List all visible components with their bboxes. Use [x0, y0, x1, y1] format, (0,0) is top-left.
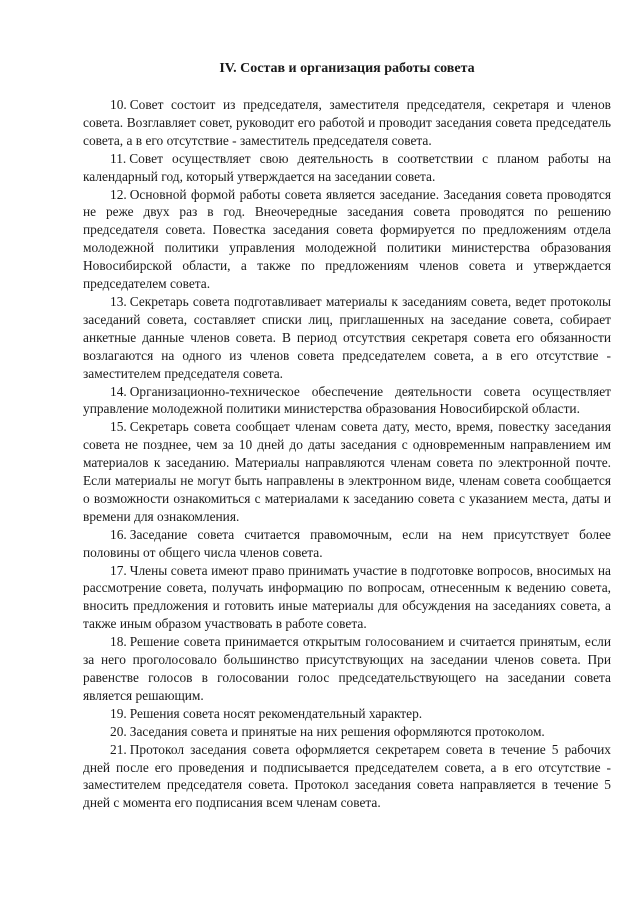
paragraph-21: [83, 741, 611, 813]
paragraph-number: 21.: [110, 741, 127, 757]
paragraph-text: Решение совета принимается открытым голосованием и считается принятым, если за него проголосовало большинство присутствующих на заседании членов совета. При равенстве голосов в голосовании голос председательствующего на заседании совета является решающим.: [83, 634, 611, 703]
paragraph-number: 12.: [110, 186, 127, 202]
paragraph-text: Совет состоит из председателя, заместителя председателя, секретаря и членов совета. Возглавляет совет, руководит его работой и проводит заседания совета председатель совета, а в его отсутствие - заместитель председателя совета.: [83, 97, 611, 148]
paragraph-number: 20.: [110, 723, 127, 739]
paragraph-14: [83, 383, 611, 419]
paragraph-number: 13.: [110, 293, 127, 309]
section-heading: IV. Состав и организация работы совета: [219, 61, 475, 76]
paragraph-number: 18.: [110, 634, 127, 650]
paragraph-number: 17.: [110, 562, 127, 578]
paragraph-16: [83, 526, 611, 562]
paragraph-text: Решения совета носят рекомендательный характер.: [129, 705, 423, 721]
document-page: [83, 60, 611, 812]
paragraph-number: 10.: [110, 97, 127, 112]
paragraph-13: [83, 293, 611, 383]
paragraph-number: 19.: [110, 705, 127, 721]
paragraph-text: Протокол заседания совета оформляется секретарем совета в течение 5 рабочих дней после его проведения и подписывается председателем совета, а в его отсутствие - заместителем председателя совета. Протокол заседания совета направляется в течение 5 дней с момента его подписания всем членам совета.: [83, 741, 611, 811]
paragraph-10: [83, 96, 611, 150]
paragraph-number: 16.: [110, 526, 127, 542]
paragraph-number: 14.: [110, 383, 127, 399]
paragraph-text: Совет осуществляет свою деятельность в соответствии с планом работы на календарный год, который утверждается на заседании совета.: [83, 150, 611, 184]
paragraph-text: Заседание совета считается правомочным, если на нем присутствует более половины от общего числа членов совета.: [83, 526, 611, 560]
paragraph-text: Секретарь совета подготавливает материалы к заседаниям совета, ведет протоколы заседаний совета, составляет списки лиц, приглашенных на заседание совета, собирает анкетные данные членов совета. В период отсутствия секретаря совета его обязанности возлагаются на одного из членов совета председателем совета, а в его отсутствие - заместителем председателя совета.: [83, 293, 611, 381]
paragraph-text: Основной формой работы совета является заседание. Заседания совета проводятся не реже двух раз в год. Внеочередные заседания совета проводятся по решению председателя совета. Повестка заседания совета формируется по предложениям отдела молодежной политики управления молодежной политики министерства образования Новосибирской области, а также по предложениям членов совета и утверждается председателем совета.: [83, 186, 611, 292]
paragraph-15: [83, 418, 611, 525]
paragraph-17: [83, 562, 611, 634]
paragraph-number: 15.: [110, 419, 127, 435]
paragraph-number: 11.: [110, 150, 127, 166]
paragraph-20: [83, 723, 611, 741]
paragraph-text: Заседания совета и принятые на них решения оформляются протоколом.: [129, 723, 545, 739]
paragraph-text: Секретарь совета сообщает членам совета дату, место, время, повестку заседания совета не позднее, чем за 10 дней до даты заседания с одновременным направлением им материалов к заседанию. Материалы направляются членам совета по электронной почте. Если материалы не могут быть направлены в электронном виде, членам совета сообщается о возможности ознакомиться с материалами к заседанию совета с указанием места, даты и времени для ознакомления.: [83, 419, 611, 524]
paragraph-11: [83, 150, 611, 186]
paragraph-19: [83, 705, 611, 723]
paragraph-text: Организационно-техническое обеспечение деятельности совета осуществляет управление молодежной политики министерства образования Новосибирской области.: [83, 383, 611, 417]
paragraph-12: [83, 186, 611, 293]
paragraph-text: Члены совета имеют право принимать участие в подготовке вопросов, вносимых на рассмотрение совета, получать информацию по вопросам, отнесенным к ведению совета, вносить предложения и готовить иные материалы для обсуждения на заседаниях совета, а также иным образом участвовать в работе совета.: [83, 562, 611, 632]
paragraph-18: [83, 633, 611, 705]
